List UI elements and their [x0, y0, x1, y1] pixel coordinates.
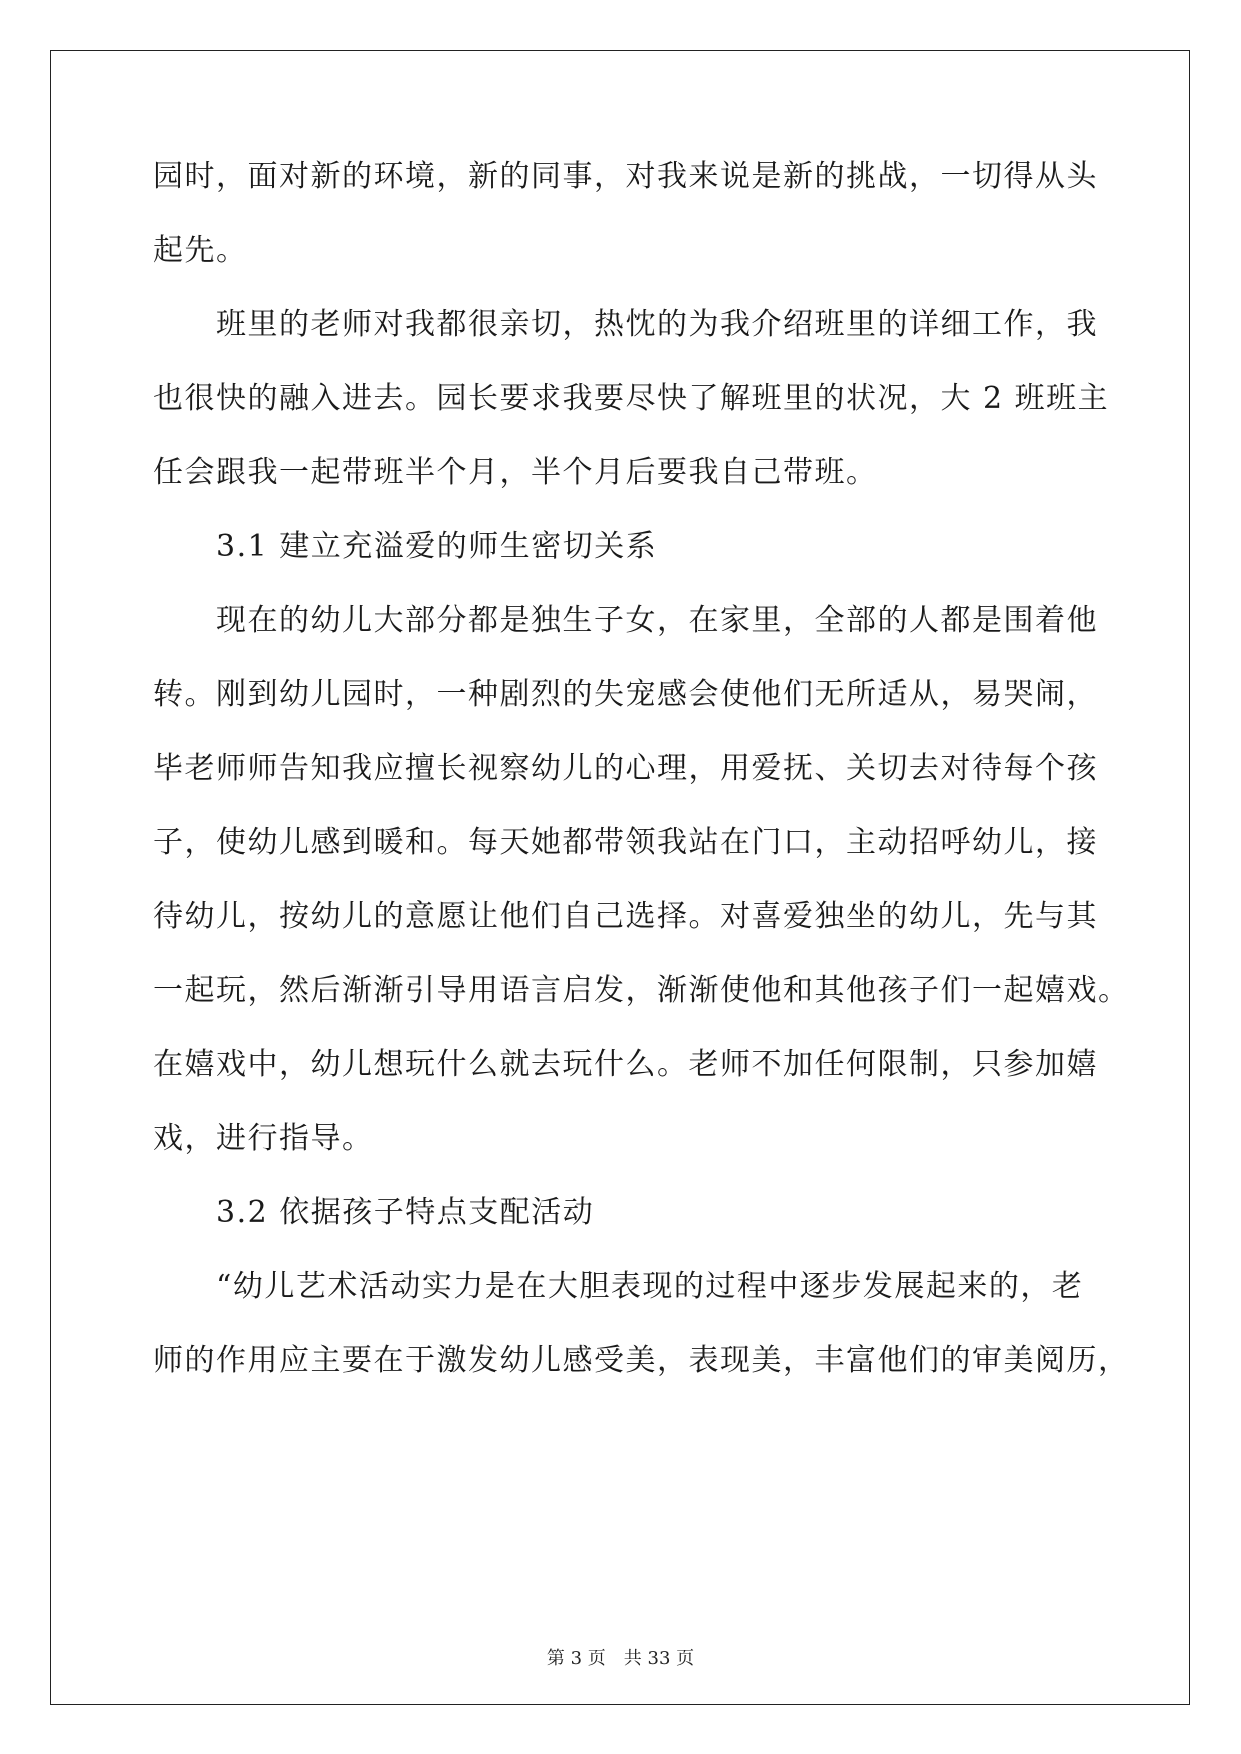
- page-footer: 第 3 页 共 33 页: [546, 1648, 695, 1669]
- text-line: 现在的幼儿大部分都是独生子女，在家里，全部的人都是围着他: [153, 603, 1098, 638]
- text-line: 戏，进行指导。: [153, 1121, 374, 1156]
- section-heading: 3.2 依据孩子特点支配活动: [153, 1195, 595, 1230]
- text-line: 任会跟我一起带班半个月，半个月后要我自己带班。: [153, 455, 878, 490]
- text-line: 待幼儿，按幼儿的意愿让他们自己选择。对喜爱独坐的幼儿，先与其: [153, 899, 1098, 934]
- text-line: 师的作用应主要在于激发幼儿感受美，表现美，丰富他们的审美阅历，: [153, 1343, 1130, 1378]
- text-line: “幼儿艺术活动实力是在大胆表现的过程中逐步发展起来的，老: [153, 1269, 1084, 1304]
- text-line: 一起玩，然后渐渐引导用语言启发，渐渐使他和其他孩子们一起嬉戏。: [153, 973, 1130, 1008]
- text-line: 起先。: [153, 233, 248, 268]
- text-line: 班里的老师对我都很亲切，热忱的为我介绍班里的详细工作，我: [153, 307, 1098, 342]
- text-line: 转。刚到幼儿园时，一种剧烈的失宠感会使他们无所适从，易哭闹，: [153, 677, 1098, 712]
- page-border: [50, 50, 1190, 1705]
- text-line: 子，使幼儿感到暖和。每天她都带领我站在门口，主动招呼幼儿，接: [153, 825, 1098, 860]
- text-line: 毕老师师告知我应擅长视察幼儿的心理，用爱抚、关切去对待每个孩: [153, 751, 1098, 786]
- section-heading: 3.1 建立充溢爱的师生密切关系: [153, 529, 658, 564]
- text-line: 园时，面对新的环境，新的同事，对我来说是新的挑战，一切得从头: [153, 159, 1098, 194]
- text-line: 在嬉戏中，幼儿想玩什么就去玩什么。老师不加任何限制，只参加嬉: [153, 1047, 1098, 1082]
- text-line: 也很快的融入进去。园长要求我要尽快了解班里的状况，大 2 班班主: [153, 381, 1110, 416]
